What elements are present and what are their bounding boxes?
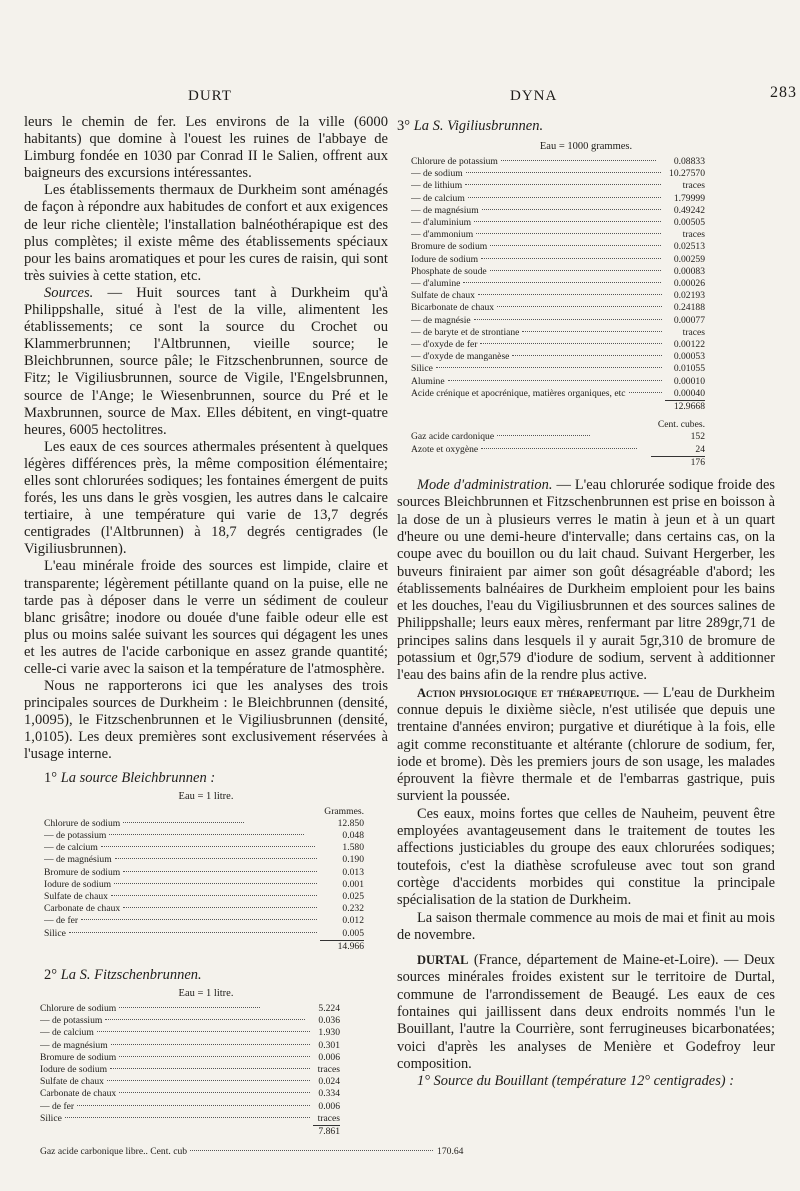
paragraph: Ces eaux, moins fortes que celles de Nauheim, peuvent être employées avantageusement dans le traitement de toutes les affections justiciables du groupe des eaux chlorurées sodiques; toutefois, c'est la diathèse scrofuleuse avec tout son grand cortège d'accidents morbides qui constitue la principale spécialisation de la station de Durkheim.	[397, 805, 775, 909]
paragraph: leurs le chemin de fer. Les environs de la ville (6000 habitants) que domine à l'ouest les ruines de l'abbaye de Limburg fondée en 1030 par Conrad II le Salien, offrent aux baigneurs des excursions intéressantes.	[24, 114, 388, 182]
compound-name: Acide crénique et apocrénique, matières organiques, etc	[411, 388, 665, 401]
dot-leader	[107, 1080, 310, 1081]
compound-value: 1.79999	[673, 192, 705, 204]
dot-leader	[123, 822, 244, 823]
total-value: 176	[651, 456, 705, 469]
compound-name: Alumine	[411, 376, 665, 388]
compound-name: Chlorure de sodium	[40, 1003, 313, 1015]
table-row	[411, 339, 705, 351]
table-row	[411, 156, 705, 168]
source2-table	[40, 1003, 340, 1138]
dot-leader	[512, 355, 662, 356]
dot-leader	[481, 448, 637, 449]
paragraph: Les établissements thermaux de Durkheim sont aménagés de façon à répondre aux habitudes de confort et aux exigences de leur riche clientèle; l'installation balnéothérapique est des plus complètes; il existe même des établissements spéciaux pour les bains aromatiques et pour les cures de raisin, qui sont très suivies à cette station, etc.	[24, 182, 388, 284]
dot-leader	[490, 270, 661, 271]
compound-value: 0.036	[318, 1015, 340, 1027]
dot-leader	[111, 1044, 310, 1045]
source3-unit: Eau = 1000 grammes.	[539, 141, 633, 152]
table-row	[44, 915, 364, 927]
dot-leader	[69, 932, 317, 933]
dot-leader	[77, 1105, 310, 1106]
compound-name: Sulfate de chaux	[411, 290, 665, 302]
compound-name: — de calcium	[40, 1027, 313, 1039]
table-row	[411, 168, 705, 180]
mode-heading: Mode d'administration.	[417, 477, 553, 494]
table-row	[411, 290, 705, 302]
compound-value: 1.580	[342, 842, 364, 854]
table-row	[411, 431, 705, 443]
table-row	[40, 1052, 340, 1064]
sources-heading: Sources.	[44, 284, 94, 301]
compound-name: Silice	[44, 928, 320, 941]
compound-value: 0.00083	[673, 265, 705, 277]
compound-value: 24	[695, 443, 705, 455]
table-row	[44, 867, 364, 879]
compound-value: 0.048	[342, 829, 364, 841]
table-row	[44, 830, 364, 842]
action-heading: Action physiologique et thérapeutique.	[417, 685, 640, 700]
table-row	[44, 818, 364, 830]
source1-col-header: Grammes.	[324, 805, 364, 817]
compound-name: Chlorure de sodium	[44, 818, 320, 830]
compound-value: traces	[682, 229, 705, 241]
total-value: 7.861	[313, 1126, 340, 1139]
compound-value: 0.00259	[673, 253, 705, 265]
source1-num: 1°	[44, 769, 58, 786]
compound-name: Bromure de sodium	[411, 241, 665, 253]
compound-value: 0.006	[318, 1051, 340, 1063]
compound-value: 0.334	[318, 1088, 340, 1100]
table-row	[411, 205, 705, 217]
compound-name: Chlorure de potassium	[411, 156, 665, 168]
dot-leader	[448, 380, 662, 381]
compound-name: — de fer	[44, 915, 320, 927]
dot-leader	[65, 1117, 310, 1118]
dot-leader	[629, 392, 662, 393]
paragraph: La saison thermale commence au mois de mai et finit au mois de novembre.	[397, 909, 775, 943]
right-column	[397, 118, 775, 1090]
compound-name: — de calcium	[411, 193, 665, 205]
total-value: 12.9668	[665, 401, 705, 414]
dot-leader	[81, 919, 317, 920]
table-row	[44, 928, 364, 941]
dot-leader	[474, 221, 661, 222]
compound-value: 0.024	[318, 1076, 340, 1088]
source3-num: 3°	[397, 118, 411, 134]
source1-table	[44, 806, 364, 953]
gas-value: 170.64	[437, 1146, 464, 1158]
dot-leader	[123, 907, 317, 908]
table-row	[411, 241, 705, 253]
dot-leader	[436, 367, 662, 368]
dot-leader	[474, 319, 662, 320]
compound-name: — de magnésium	[44, 854, 320, 866]
source3-table	[411, 156, 705, 413]
source1-unit: Eau = 1 litre.	[178, 790, 234, 802]
dot-leader	[522, 331, 662, 332]
total-value: 14.966	[320, 940, 364, 953]
source2-unit: Eau = 1 litre.	[178, 988, 234, 999]
compound-name: Silice	[40, 1113, 313, 1126]
compound-value: 0.02193	[673, 290, 705, 302]
compound-name: Gaz acide cardonique	[411, 431, 651, 443]
table-row	[44, 842, 364, 854]
compound-name: Azote et oxygène	[411, 444, 651, 457]
dot-leader	[465, 184, 661, 185]
compound-name: Silice	[411, 363, 665, 375]
dot-leader	[115, 858, 317, 859]
table-row	[411, 266, 705, 278]
dot-leader	[466, 172, 661, 173]
table-row	[411, 388, 705, 401]
table-row	[411, 315, 705, 327]
dot-leader	[482, 209, 661, 210]
compound-value: 0.00026	[673, 278, 705, 290]
compound-name: Sulfate de chaux	[40, 1076, 313, 1088]
source1-name: La source Bleichbrunnen :	[60, 769, 216, 786]
dot-leader	[497, 306, 662, 307]
compound-value: 0.301	[318, 1039, 340, 1051]
compound-value: 0.012	[342, 915, 364, 927]
compound-name: Bromure de sodium	[44, 867, 320, 879]
compound-name: — de magnésie	[411, 315, 665, 327]
compound-name: — de potassium	[40, 1015, 313, 1027]
compound-value: 0.006	[318, 1100, 340, 1112]
paragraph-action	[397, 685, 775, 806]
compound-value: 0.00077	[673, 314, 705, 326]
table-row	[44, 879, 364, 891]
last-line	[397, 1073, 775, 1090]
table-row	[40, 1015, 340, 1027]
dot-leader	[114, 883, 317, 884]
durtal-text: (France, département de Maine-et-Loire). — Deux sources minérales froides existent sur le territoire de Durtal, commune de l'arrondissement de Beaugé. Les eaux de ces fontaines qui jaillissent dans deux endroits nommés l'un le Bouillant, l'autre la Courrière, sont ferrugineuses bicarbonatées; voici d'après les analyses de Menière et Godefroy leur composition.	[397, 952, 775, 1072]
compound-value: 0.49242	[673, 204, 705, 216]
compound-name: — de lithium	[411, 180, 665, 192]
dot-leader	[105, 1019, 305, 1020]
table-row	[411, 180, 705, 192]
dot-leader	[481, 258, 661, 259]
compound-value: 152	[690, 431, 705, 443]
compound-name: — de magnésium	[40, 1040, 313, 1052]
dot-leader	[123, 871, 317, 872]
dot-leader	[468, 197, 661, 198]
source3-title	[397, 118, 775, 135]
source2-name: La S. Fitzschenbrunnen.	[60, 967, 202, 983]
dot-leader	[476, 233, 661, 234]
action-text: — L'eau de Durkheim connue depuis le dixième siècle, n'est utilisée que depuis une trentaine d'années environ; purgative et diurétique à la fois, elle agit comme reconstituante et altérante (chlorure de sodium, fer, iode et brome). Dès les premiers jours de son usage, les malades éprouvent la fièvre thermale et de l'embarras gastrique, puis survient la poussée.	[397, 684, 775, 805]
compound-name: — de calcium	[44, 842, 320, 854]
compound-value: 0.001	[342, 878, 364, 890]
compound-name: — de fer	[40, 1101, 313, 1113]
source2-num: 2°	[44, 967, 58, 983]
table-row	[411, 278, 705, 290]
dot-leader	[478, 294, 662, 295]
table-row	[411, 444, 705, 457]
table-row	[40, 1088, 340, 1100]
table-row	[40, 1146, 463, 1158]
compound-value: 10.27570	[669, 168, 705, 180]
compound-value: 0.00010	[673, 375, 705, 387]
compound-name: — d'oxyde de manganèse	[411, 351, 665, 363]
bouillant-heading: 1° Source du Bouillant (température 12° centigrades) :	[417, 1073, 734, 1090]
compound-value: 5.224	[318, 1003, 340, 1014]
source2-gas-table	[40, 1146, 463, 1158]
paragraph: L'eau minérale froide des sources est limpide, claire et transparente; légèrement pétillante quand on la puise, elle ne tarde pas à déposer dans le verre un sédiment de couleur blanc grisâtre; inodore ou douée d'une faible odeur elle est plus ou moins salée suivant les sources qui dégagent les unes et les autres de l'acide carbonique en assez grande quantité; celle-ci varie avec la saison et la température de l'atmosphère.	[24, 558, 388, 677]
table-row	[411, 217, 705, 229]
compound-name: — d'aluminium	[411, 217, 665, 229]
compound-name: — d'ammonium	[411, 229, 665, 241]
dot-leader	[109, 834, 304, 835]
table-row	[411, 363, 705, 375]
source3-name: La S. Vigiliusbrunnen.	[413, 118, 544, 134]
compound-value: 0.232	[342, 903, 364, 915]
compound-name: — d'alumine	[411, 278, 665, 290]
compound-value: 0.02513	[673, 241, 705, 253]
paragraph-durtal	[397, 952, 775, 1073]
dot-leader	[111, 895, 317, 896]
table-row	[411, 254, 705, 266]
compound-value: traces	[317, 1064, 340, 1076]
dot-leader	[119, 1092, 310, 1093]
table-row	[44, 854, 364, 866]
paragraph: Les eaux de ces sources athermales présentent à quelques légères différences près, la même composition élémentaire; elles sont chlorurées sodiques; les fontaines émergent de puits forés, les uns dans le grès vosgien, les autres dans le calcaire tertiaire, à une température qui varie de 13,7 degrés centigrades (l'Altbrunnen) à 18,7 degrés centigrades (le Vigiliusbrunnen).	[24, 438, 388, 558]
compound-value: traces	[682, 326, 705, 338]
total-row	[44, 940, 364, 953]
source3-gas-table	[411, 419, 705, 469]
dot-leader	[110, 1068, 310, 1069]
table-row	[40, 1113, 340, 1126]
running-header-center: DYNA	[510, 88, 558, 104]
dot-leader	[463, 282, 661, 283]
compound-value: 0.013	[342, 866, 364, 878]
mode-text: — L'eau chlorurée sodique froide des sources Bleichbrunnen et Fitzschenbrunnen est prise en boisson à la dose de un à plusieurs verres le matin à jeun et à un quart d'heure ou une demi-heure d'intervalle; dans certains cas, on la coupe avec du bouillon ou du lait chaud. Suivant Hergerber, les buveurs finiraient par aimer son goût désagréable d'abord; les établissements balnéaires de Durkheim emploient pour les bains et les douches, l'eau du Vigiliusbrunnen et des sources salines de Philippshalle; leurs eaux mères, renfermant par litre 289gr,71 de principes salins dans lesquels il y aurait 5gr,310 de bromure de potassium et 0gr,579 d'iodure de sodium, servent à additionner l'eau des bains afin de la rendre plus active.	[397, 477, 775, 684]
compound-name: Iodure de sodium	[411, 254, 665, 266]
compound-name: — de baryte et de strontiane	[411, 327, 665, 339]
compound-value: 1.930	[318, 1027, 340, 1039]
compound-value: traces	[317, 1112, 340, 1124]
compound-name: Carbonate de chaux	[44, 903, 320, 915]
table-row	[411, 302, 705, 314]
compound-name: Sulfate de chaux	[44, 891, 320, 903]
total-row	[40, 1126, 340, 1139]
compound-value: 0.08833	[673, 156, 705, 167]
table-row	[411, 376, 705, 388]
compound-name: Iodure de sodium	[40, 1064, 313, 1076]
paragraph-sources	[24, 285, 388, 439]
dot-leader	[97, 1031, 310, 1032]
total-row	[411, 456, 705, 469]
table-row	[40, 1076, 340, 1088]
compound-name: — de sodium	[411, 168, 665, 180]
compound-value: 0.24188	[673, 302, 705, 314]
dot-leader	[190, 1150, 433, 1151]
durtal-heading: DURTAL	[417, 953, 469, 968]
dot-leader	[501, 160, 656, 161]
table-row	[40, 1064, 340, 1076]
compound-value: 0.00122	[673, 339, 705, 351]
table-row	[411, 193, 705, 205]
source2-title	[44, 967, 388, 984]
compound-value: 0.190	[342, 854, 364, 866]
compound-value: 0.00040	[673, 387, 705, 399]
dot-leader	[101, 846, 315, 847]
compound-value: 0.01055	[673, 363, 705, 375]
gas-label: Gaz acide carbonique libre.. Cent. cub	[40, 1146, 433, 1158]
table-row	[411, 327, 705, 339]
table-row	[40, 1027, 340, 1039]
dot-leader	[119, 1056, 310, 1057]
page-number: 283	[770, 84, 797, 101]
compound-value: 0.005	[342, 927, 364, 939]
dot-leader	[490, 245, 661, 246]
compound-value: 12.850	[337, 817, 364, 829]
dot-leader	[119, 1007, 260, 1008]
compound-name: Carbonate de chaux	[40, 1088, 313, 1100]
compound-value: 0.00505	[673, 217, 705, 229]
dot-leader	[497, 435, 590, 436]
compound-name: Bromure de sodium	[40, 1052, 313, 1064]
compound-name: — d'oxyde de fer	[411, 339, 665, 351]
table-row	[411, 351, 705, 363]
paragraph: Nous ne rapporterons ici que les analyses des trois principales sources de Durkheim : le Bleichbrunnen (densité, 1,0095), le Fitzschenbrunnen et le Vigiliusbrunnen (densité, 1,0105). Les deux premières sont exclusivement réservées à l'usage interne.	[24, 678, 388, 763]
sources-text: — Huit sources tant à Durkheim qu'à Philippshalle, situé à l'est de la ville, alimentent les établissements; ce sont la source du Crochet ou Klammerbrunnen; l'Altbrunnen, vieille source; le Bleichbrunnen, source pâle; le Fitzschenbrunnen, source de Fitz; le Vigiliusbrunnen, source de Vigile, l'Engelsbrunnen, source de l'Ange; le Wiesenbrunnen, source du Pré et le Maxbrunnen, source de Max. Elles débitent, en vingt-quatre heures, 6005 hectolitres.	[24, 284, 388, 438]
gas-col-header: Cent. cubes.	[657, 419, 705, 431]
compound-name: — de potassium	[44, 830, 320, 842]
source1-title	[44, 770, 388, 787]
dot-leader	[480, 343, 662, 344]
table-row	[44, 903, 364, 915]
compound-name: — de magnésium	[411, 205, 665, 217]
paragraph-mode	[397, 477, 775, 685]
compound-name: Phosphate de soude	[411, 266, 665, 278]
table-row	[40, 1003, 340, 1015]
running-header-left: DURT	[188, 88, 232, 104]
table-row	[44, 891, 364, 903]
table-row	[40, 1101, 340, 1113]
compound-value: traces	[682, 180, 705, 192]
compound-name: Bicarbonate de chaux	[411, 302, 665, 314]
compound-value: 0.00053	[673, 351, 705, 363]
compound-name: Iodure de sodium	[44, 879, 320, 891]
table-row	[40, 1040, 340, 1052]
compound-value: 0.025	[342, 890, 364, 902]
total-row	[411, 401, 705, 414]
table-row	[411, 229, 705, 241]
